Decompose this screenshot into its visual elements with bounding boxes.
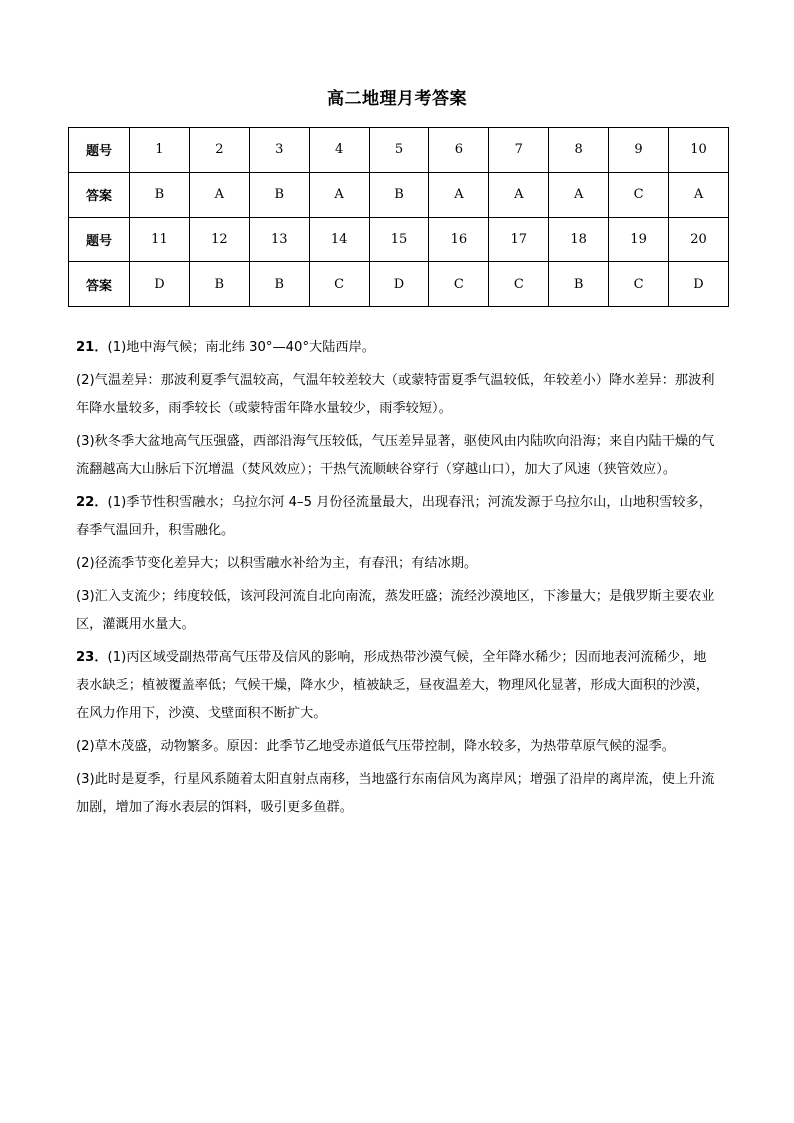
answer-text: (1)季节性积雪融水；乌拉尔河 4–5 月份径流量最大，出现春汛；河流发源于乌拉尔山，山地积雪较多，春季气温回升，积雪融化。 — [76, 495, 712, 538]
question-number-cell: 9 — [609, 128, 669, 173]
answer-paragraph — [76, 550, 716, 578]
answer-cell: D — [130, 262, 190, 307]
question-number-cell: 14 — [309, 217, 369, 262]
question-number-cell: 20 — [669, 217, 729, 262]
answer-cell: B — [249, 172, 309, 217]
answer-cell: B — [130, 172, 190, 217]
answer-cell: C — [309, 262, 369, 307]
question-number: 22． — [76, 495, 108, 510]
table-row — [69, 172, 729, 217]
answer-cell: D — [669, 262, 729, 307]
question-number-cell: 6 — [429, 128, 489, 173]
question-number-cell: 4 — [309, 128, 369, 173]
answer-table — [68, 127, 729, 307]
answer-cell: A — [429, 172, 489, 217]
answer-cell: B — [189, 262, 249, 307]
answer-cell: B — [549, 262, 609, 307]
answer-header: 答案 — [69, 262, 130, 307]
answer-cell: A — [309, 172, 369, 217]
answer-text: (2)径流季节变化差异大；以积雪融水补给为主，有春汛；有结冰期。 — [76, 556, 478, 571]
answer-paragraph — [76, 733, 716, 761]
question-number-cell: 12 — [189, 217, 249, 262]
answer-paragraph — [76, 489, 716, 545]
table-row — [69, 128, 729, 173]
answer-text: (1)地中海气候；南北纬 30°—40°大陆西岸。 — [107, 340, 375, 355]
answer-paragraph — [76, 583, 716, 639]
question-number-header: 题号 — [69, 128, 130, 173]
answer-text: (3)此时是夏季，行星风系随着太阳直射点南移，当地盛行东南信风为离岸风；增强了沿岸的离岸流，使上升流加剧，增加了海水表层的饵料，吸引更多鱼群。 — [76, 772, 715, 815]
answer-text: (2)草木茂盛，动物繁多。原因：此季节乙地受赤道低气压带控制，降水较多，为热带草原气候的湿季。 — [76, 739, 675, 754]
answer-text: (1)丙区域受副热带高气压带及信风的影响，形成热带沙漠气候，全年降水稀少；因而地表河流稀少，地表水缺乏；植被覆盖率低；气候干燥，降水少，植被缺乏，昼夜温差大，物理风化显著，形成大面积的沙漠，在风力作用下，沙漠、戈壁面积不断扩大。 — [76, 650, 709, 721]
page-title: 高二地理月考答案 — [327, 89, 467, 109]
answer-paragraph — [76, 644, 716, 728]
answer-cell: B — [369, 172, 429, 217]
question-number: 23． — [76, 650, 108, 665]
question-number-cell: 16 — [429, 217, 489, 262]
question-number-cell: 15 — [369, 217, 429, 262]
question-number-cell: 11 — [130, 217, 190, 262]
question-number-cell: 10 — [669, 128, 729, 173]
answer-explanations — [76, 334, 716, 827]
answer-text: (2)气温差异：那波利夏季气温较高，气温年较差较大（或蒙特雷夏季气温较低，年较差小）降水差异：那波利年降水量较多，雨季较长（或蒙特雷年降水量较少，雨季较短）。 — [76, 373, 715, 416]
answer-cell: A — [669, 172, 729, 217]
question-number-cell: 5 — [369, 128, 429, 173]
answer-paragraph — [76, 334, 716, 362]
answer-cell: D — [369, 262, 429, 307]
answer-text: (3)汇入支流少；纬度较低，该河段河流自北向南流，蒸发旺盛；流经沙漠地区，下渗量大；是俄罗斯主要农业区，灌溉用水量大。 — [76, 589, 715, 632]
answer-cell: A — [549, 172, 609, 217]
answer-paragraph — [76, 367, 716, 423]
answer-cell: B — [249, 262, 309, 307]
question-number-cell: 8 — [549, 128, 609, 173]
answer-cell: C — [609, 172, 669, 217]
answer-cell: C — [489, 262, 549, 307]
answer-text: (3)秋冬季大盆地高气压强盛，西部沿海气压较低，气压差异显著，驱使风由内陆吹向沿海；来自内陆干燥的气流翻越高大山脉后下沉增温（焚风效应）；干热气流顺峡谷穿行（穿越山口），加大了风速（狭管效应）。 — [76, 434, 715, 477]
answer-paragraph — [76, 428, 716, 484]
table-row — [69, 217, 729, 262]
answer-paragraph — [76, 766, 716, 822]
question-number-cell: 13 — [249, 217, 309, 262]
question-number-cell: 2 — [189, 128, 249, 173]
question-number-cell: 7 — [489, 128, 549, 173]
question-number-cell: 3 — [249, 128, 309, 173]
answer-cell: A — [189, 172, 249, 217]
question-number-cell: 17 — [489, 217, 549, 262]
question-number-cell: 1 — [130, 128, 190, 173]
question-number-cell: 18 — [549, 217, 609, 262]
table-row — [69, 262, 729, 307]
answer-cell: C — [609, 262, 669, 307]
question-number-cell: 19 — [609, 217, 669, 262]
answer-cell: C — [429, 262, 489, 307]
answer-cell: A — [489, 172, 549, 217]
question-number: 21． — [76, 340, 108, 355]
question-number-header: 题号 — [69, 217, 130, 262]
answer-header: 答案 — [69, 172, 130, 217]
